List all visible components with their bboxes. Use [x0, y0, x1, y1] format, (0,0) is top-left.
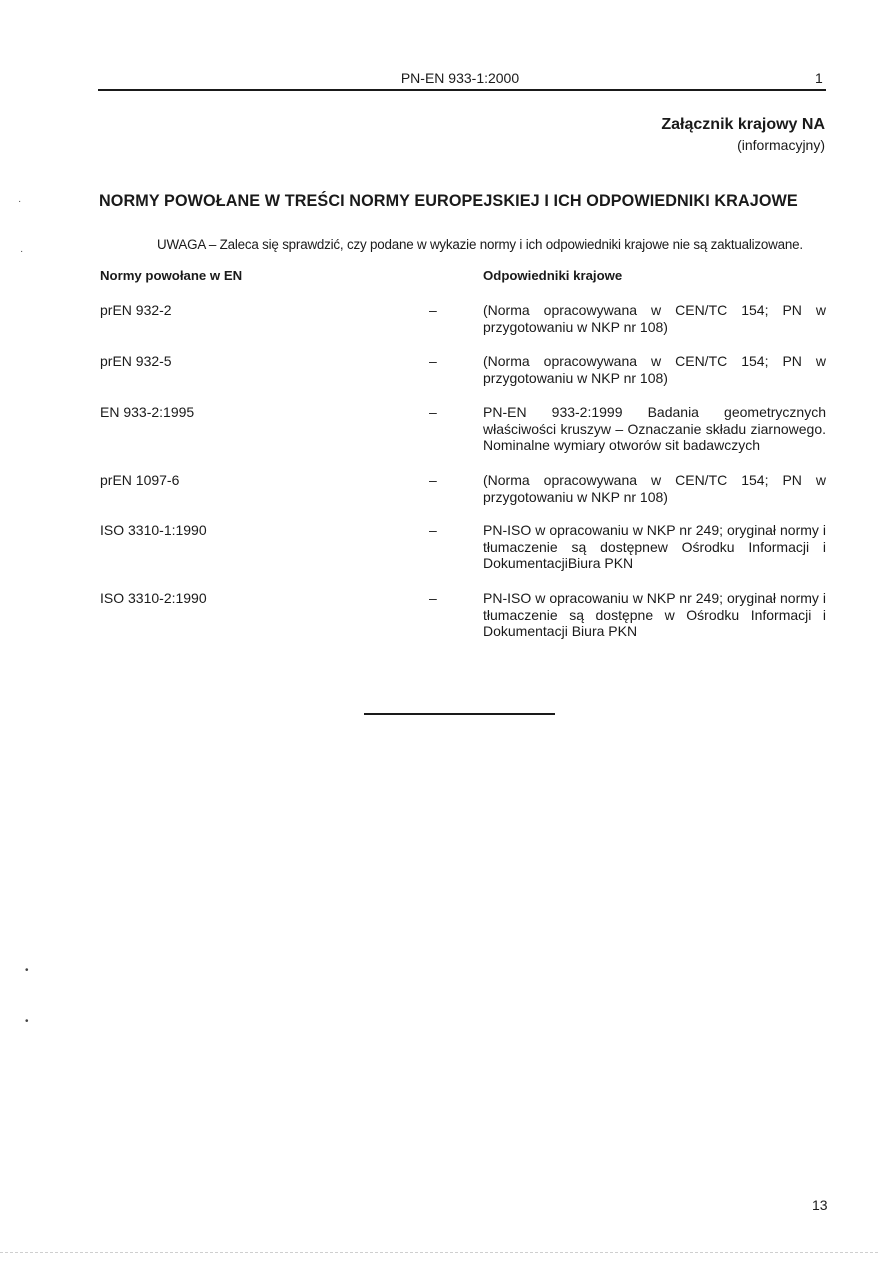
- table-row: [0, 353, 878, 404]
- row-equivalent: PN-EN 933-2:1999 Badania geometrycznych właściwości kruszyw – Oznaczanie składu ziarnowego. Nominalne wymiary otworów sit badawczych: [483, 404, 826, 454]
- standards-table: [0, 302, 878, 658]
- scan-speck: ·: [18, 196, 22, 207]
- note-text: UWAGA – Zaleca się sprawdzić, czy podane w wykazie normy i ich odpowiedniki krajowe nie są zaktualizowane.: [157, 237, 803, 252]
- scan-bottom-edge: [0, 1252, 878, 1254]
- row-dash: –: [429, 472, 437, 488]
- column-header-standards: Normy powołane w EN: [100, 268, 243, 283]
- row-equivalent: PN-ISO w opracowaniu w NKP nr 249; oryginał normy i tłumaczenie są dostępnew Ośrodku Informacji i DokumentacjiBiura PKN: [483, 522, 826, 572]
- row-dash: –: [429, 353, 437, 369]
- row-standard: ISO 3310-2:1990: [100, 590, 207, 606]
- row-standard: prEN 932-5: [100, 353, 172, 369]
- row-standard: EN 933-2:1995: [100, 404, 195, 420]
- annex-subtitle: (informacyjny): [737, 137, 825, 153]
- row-dash: –: [429, 590, 437, 606]
- row-standard: prEN 1097-6: [100, 472, 180, 488]
- end-of-section-rule: [364, 713, 555, 715]
- row-dash: –: [429, 404, 437, 420]
- scan-speck: •: [25, 965, 29, 976]
- row-equivalent: (Norma opracowywana w CEN/TC 154; PN w przygotowaniu w NKP nr 108): [483, 353, 826, 386]
- column-header-equivalents: Odpowiedniki krajowe: [483, 268, 623, 283]
- row-equivalent: (Norma opracowywana w CEN/TC 154; PN w przygotowaniu w NKP nr 108): [483, 302, 826, 335]
- row-dash: –: [429, 522, 437, 538]
- header-page-number: 1: [815, 70, 823, 86]
- header-rule: [98, 89, 826, 91]
- row-dash: –: [429, 302, 437, 318]
- table-row: [0, 404, 878, 472]
- table-row: [0, 302, 878, 353]
- annex-title: Załącznik krajowy NA: [661, 116, 825, 133]
- table-row: [0, 522, 878, 590]
- row-equivalent: (Norma opracowywana w CEN/TC 154; PN w przygotowaniu w NKP nr 108): [483, 472, 826, 505]
- scan-speck: ·: [20, 246, 24, 257]
- table-row: [0, 472, 878, 522]
- header-standard-number: PN-EN 933-1:2000: [400, 70, 520, 86]
- row-equivalent: PN-ISO w opracowaniu w NKP nr 249; oryginał normy i tłumaczenie są dostępne w Ośrodku Informacji i Dokumentacji Biura PKN: [483, 590, 826, 640]
- scan-speck: •: [25, 1016, 29, 1027]
- row-standard: prEN 932-2: [100, 302, 172, 318]
- row-standard: ISO 3310-1:1990: [100, 522, 207, 538]
- page-number: 13: [812, 1197, 828, 1213]
- main-title: NORMY POWOŁANE W TREŚCI NORMY EUROPEJSKIEJ I ICH ODPOWIEDNIKI KRAJOWE: [99, 192, 798, 210]
- table-row: [0, 590, 878, 658]
